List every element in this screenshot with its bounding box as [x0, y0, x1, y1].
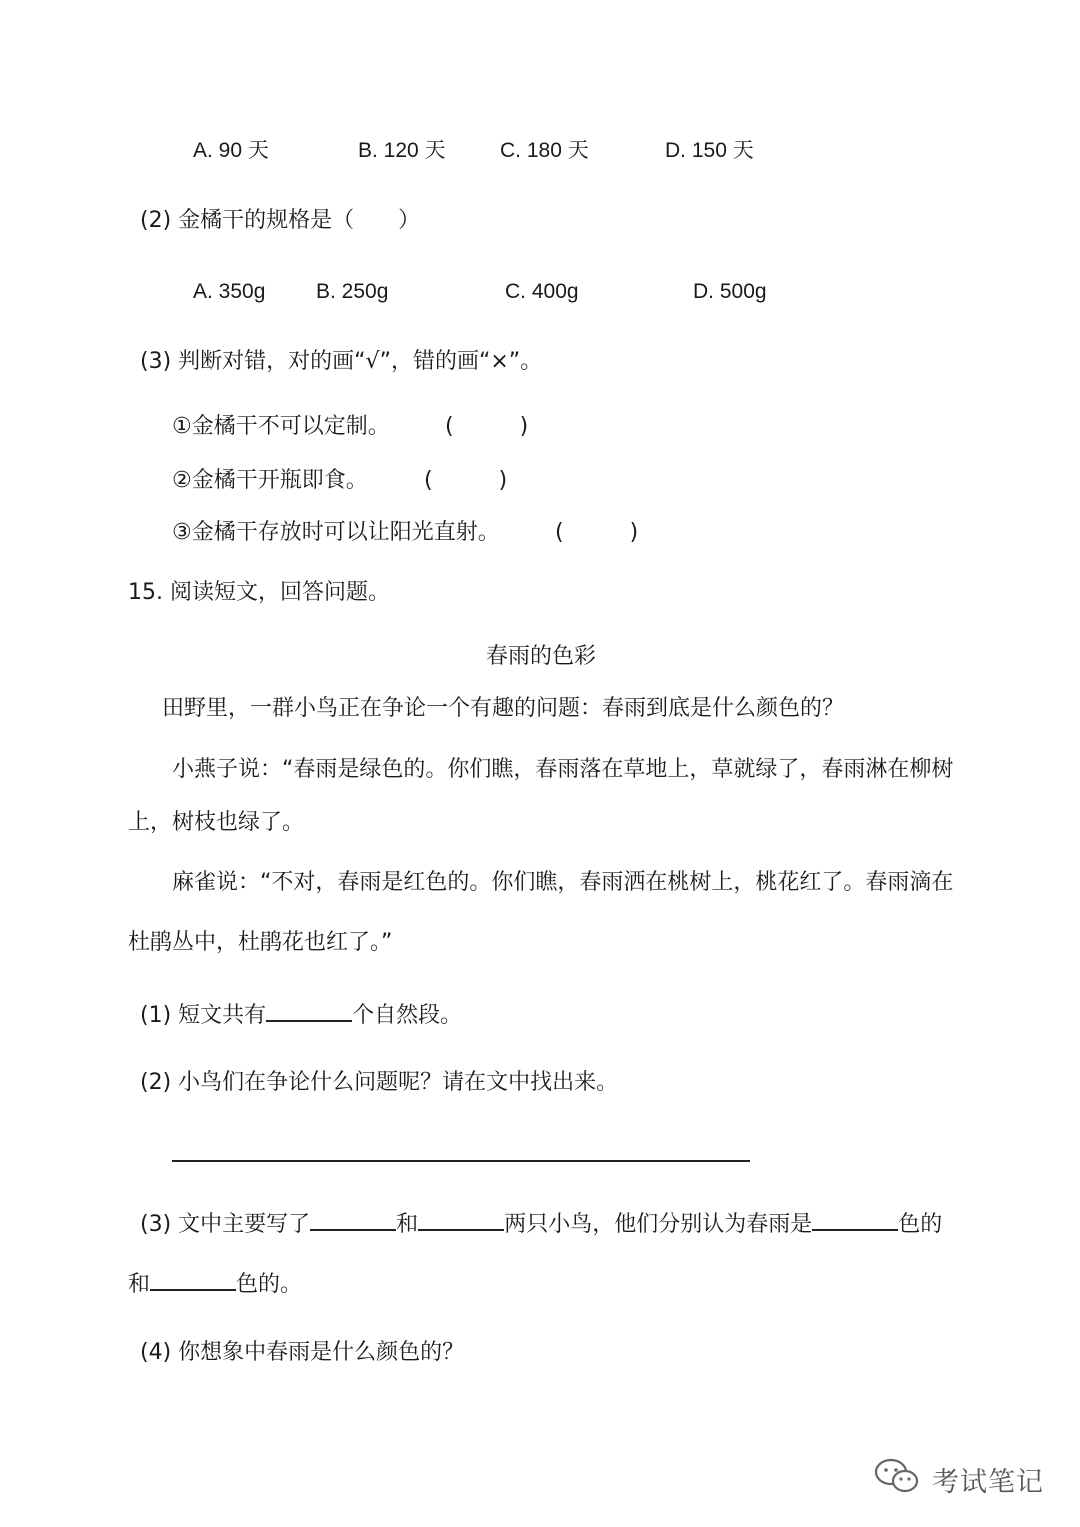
sub-question-2: (2) 金橘干的规格是（ ）: [140, 208, 421, 233]
judge-paren-3: ( ): [555, 520, 639, 545]
question-15-header: 15. 阅读短文，回答问题。: [128, 580, 390, 605]
option-c: C. 180 天: [500, 139, 589, 162]
answer-line[interactable]: [172, 1160, 750, 1162]
watermark-text: 考试笔记: [932, 1467, 1044, 1498]
wechat-icon: [872, 1455, 922, 1497]
judge-item-2: ②金橘干开瓶即食。: [172, 468, 368, 493]
answer-blank[interactable]: [812, 1207, 898, 1231]
sub-question-4: (4) 你想象中春雨是什么颜色的？: [140, 1340, 465, 1365]
paragraph-1: 田野里，一群小鸟正在争论一个有趣的问题：春雨到底是什么颜色的？: [162, 696, 845, 721]
option-a: A. 350g: [193, 280, 266, 303]
option-a: A. 90 天: [193, 139, 269, 162]
passage-title: 春雨的色彩: [486, 644, 597, 669]
sub-question-3-line-2: 和 色的。: [128, 1267, 302, 1300]
answer-blank[interactable]: [150, 1267, 236, 1291]
judge-item-3: ③金橘干存放时可以让阳光直射。: [172, 520, 500, 545]
option-b: B. 250g: [316, 280, 389, 303]
option-b: B. 120 天: [358, 139, 446, 162]
option-d: D. 150 天: [665, 139, 754, 162]
option-d: D. 500g: [693, 280, 767, 303]
answer-blank[interactable]: [310, 1207, 396, 1231]
option-c: C. 400g: [505, 280, 579, 303]
sub-question-2: (2) 小鸟们在争论什么问题呢？请在文中找出来。: [140, 1070, 619, 1095]
paragraph-2-line-1: 小燕子说：“春雨是绿色的。你们瞧，春雨落在草地上，草就绿了，春雨淋在柳树: [172, 757, 954, 782]
sub-question-3-line-1: (3) 文中主要写了 和 两只小鸟，他们分别认为春雨是 色的: [140, 1207, 942, 1240]
sub-question-1: (1) 短文共有 个自然段。: [140, 998, 462, 1031]
judge-paren-1: ( ): [445, 414, 529, 439]
answer-blank[interactable]: [418, 1207, 504, 1231]
judge-paren-2: ( ): [424, 468, 508, 493]
paragraph-3-line-1: 麻雀说：“不对，春雨是红色的。你们瞧，春雨洒在桃树上，桃花红了。春雨滴在: [172, 870, 954, 895]
judge-item-1: ①金橘干不可以定制。: [172, 414, 390, 439]
sub-question-3: (3) 判断对错，对的画“√”，错的画“×”。: [140, 349, 543, 374]
answer-blank[interactable]: [266, 998, 352, 1022]
paragraph-2-line-2: 上，树枝也绿了。: [128, 810, 305, 835]
paragraph-3-line-2: 杜鹃丛中，杜鹃花也红了。”: [128, 930, 393, 955]
